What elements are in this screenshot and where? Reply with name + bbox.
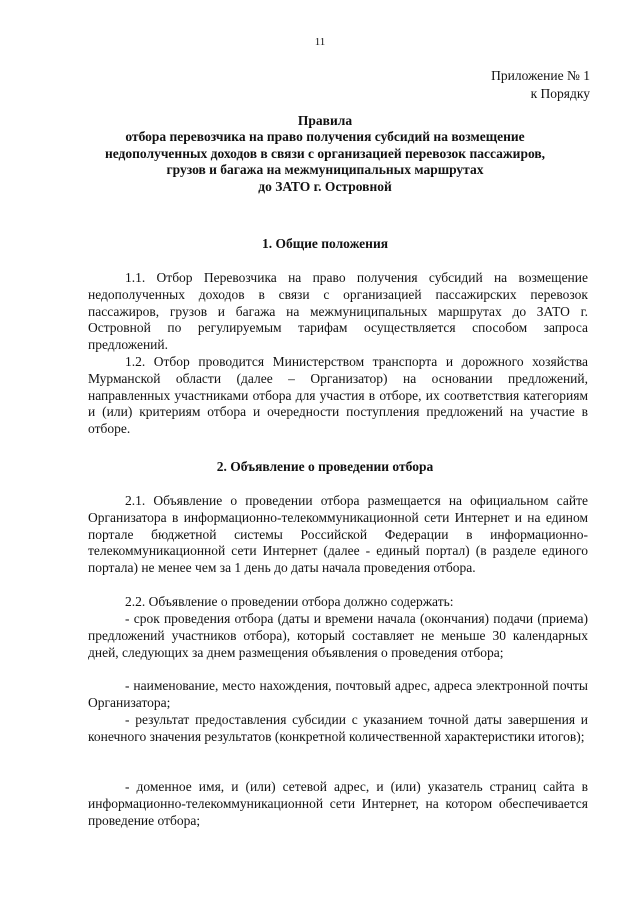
title-line-2: отбора перевозчика на право получения субсидий на возмещение bbox=[125, 129, 525, 145]
list-item: - результат предоставления субсидии с указанием точной даты завершения и конечного значения результатов (конкретной количественной характеристики итогов); bbox=[88, 712, 588, 744]
title-line-1: Правила bbox=[297, 113, 353, 128]
paragraph-2-2: 2.2. Объявление о проведении отбора должно содержать: bbox=[125, 594, 454, 609]
paragraph-1-1: 1.1. Отбор Перевозчика на право получения субсидий на возмещение недополученных доходов в связи с организацией пассажирских перевозок пассажиров, грузов и багажа на межмуниципальных маршрутах до ЗАТО г. Островной по регулируемым тарифам осуществляется способом запроса предложений. bbox=[88, 270, 588, 353]
section-1-heading: 1. Общие положения bbox=[261, 236, 389, 251]
appendix-line-2: к Порядку bbox=[530, 86, 590, 101]
paragraph-2-1: 2.1. Объявление о проведении отбора размещается на официальном сайте Организатора в информационно-телекоммуникационной сети Интернет и на едином портале бюджетной системы Российской Федерации в информационно-телекоммуникационной сети Интернет (далее - единый портал) (в разделе единого портала) не менее чем за 1 день до даты начала проведения отбора. bbox=[88, 493, 588, 576]
document-title bbox=[80, 113, 570, 195]
list-item: - срок проведения отбора (даты и времени начала (окончания) подачи (приема) предложений участников отбора), который составляет не меньше 30 календарных дней, следующих за днем размещения объявления о проведения отбора; bbox=[88, 611, 588, 660]
list-item: - наименование, место нахождения, почтовый адрес, адреса электронной почты Организатора; bbox=[88, 678, 588, 710]
list-item: - доменное имя, и (или) сетевой адрес, и (или) указатель страниц сайта в информационно-телекоммуникационной сети Интернет, на котором обеспечивается проведение отбора; bbox=[88, 779, 588, 828]
title-line-3: недополученных доходов в связи с организацией перевозок пассажиров, bbox=[104, 145, 546, 161]
appendix-reference bbox=[491, 67, 590, 103]
title-line-5: до ЗАТО г. Островной bbox=[258, 178, 392, 194]
paragraph-1-2: 1.2. Отбор проводится Министерством транспорта и дорожного хозяйства Мурманской области (далее – Организатор) на основании предложений, направленных участниками отбора для участия в отборе, их соответствия категориям и (или) критериям отбора и очередности поступления предложений на участие в отборе. bbox=[88, 354, 588, 437]
page-number: 11 bbox=[314, 36, 326, 48]
appendix-line-1: Приложение № 1 bbox=[491, 68, 590, 83]
section-2-heading: 2. Объявление о проведении отбора bbox=[216, 459, 434, 474]
title-line-4: грузов и багажа на межмуниципальных маршрутах bbox=[166, 162, 484, 178]
